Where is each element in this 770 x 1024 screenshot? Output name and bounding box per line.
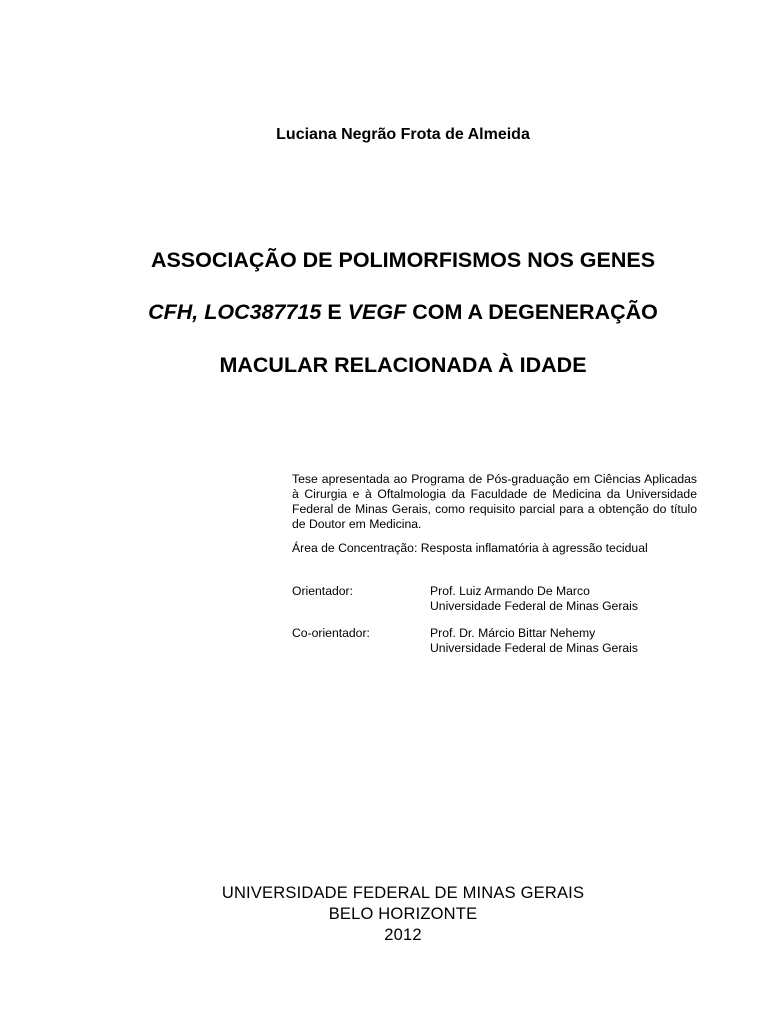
title-connector: E xyxy=(321,300,348,324)
advisor-name: Prof. Luiz Armando De Marco xyxy=(430,584,590,598)
coadvisor-info xyxy=(430,626,638,656)
advisor-label: Orientador: xyxy=(292,584,353,598)
title-line-2-rest: COM A DEGENERAÇÃO xyxy=(406,300,658,324)
title-line-2 xyxy=(0,300,770,325)
concentration-area: Área de Concentração: Resposta inflamatória à agressão tecidual xyxy=(292,541,648,555)
footer-city: BELO HORIZONTE xyxy=(328,905,478,923)
advisor-info xyxy=(430,584,638,614)
title-line-3: MACULAR RELACIONADA À IDADE xyxy=(219,353,587,377)
author-name: Luciana Negrão Frota de Almeida xyxy=(276,126,530,143)
title-genes-1: CFH, LOC387715 xyxy=(148,300,322,324)
footer-university: UNIVERSIDADE FEDERAL DE MINAS GERAIS xyxy=(221,884,585,902)
coadvisor-name: Prof. Dr. Márcio Bittar Nehemy xyxy=(430,626,596,640)
thesis-purpose: Tese apresentada ao Programa de Pós-graduação em Ciências Aplicadas à Cirurgia e à Oftalmologia da Faculdade de Medicina da Universidade Federal de Minas Gerais, como requisito parcial para a obtenção do título de Doutor em Medicina. xyxy=(292,472,697,531)
footer-year: 2012 xyxy=(384,926,422,944)
coadvisor-institution: Universidade Federal de Minas Gerais xyxy=(430,641,638,655)
coadvisor-label: Co-orientador: xyxy=(292,626,370,640)
title-gene-2: VEGF xyxy=(347,300,407,324)
title-line-1: ASSOCIAÇÃO DE POLIMORFISMOS NOS GENES xyxy=(150,248,656,272)
advisor-institution: Universidade Federal de Minas Gerais xyxy=(430,599,638,613)
